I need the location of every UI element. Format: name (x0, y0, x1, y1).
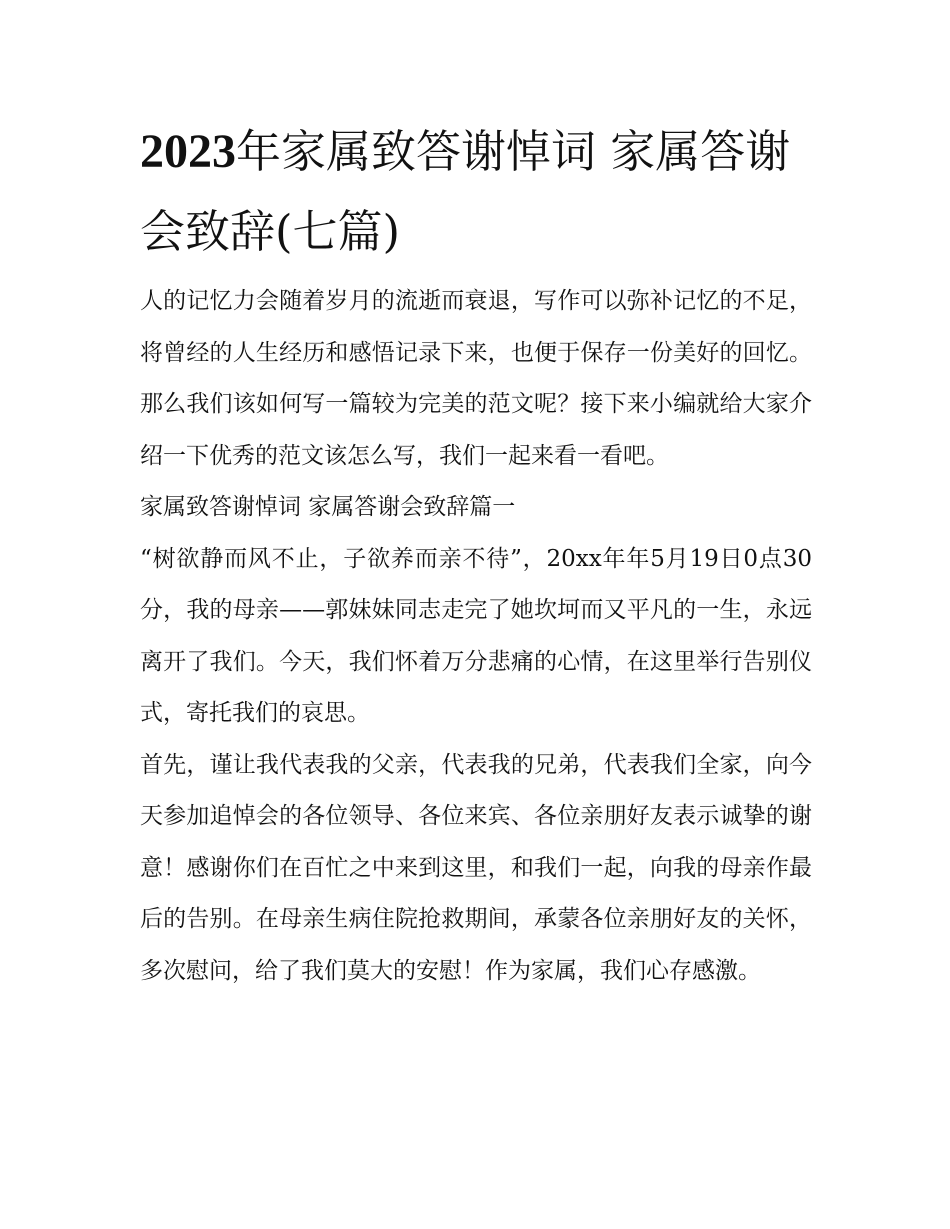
paragraph-opening: “树欲静而风不止，子欲养而亲不待”，20xx年年5月19日0点30分，我的母亲——郭妹妹同志走完了她坎坷而又平凡的一生，永远离开了我们。今天，我们怀着万分悲痛的心情，在这里举行告别仪式，寄托我们的哀思。 (140, 545, 812, 726)
page-title (140, 112, 820, 272)
section-heading: 家属致答谢悼词 家属答谢会致辞篇一 (140, 494, 516, 520)
title-year: 2023 (140, 125, 236, 178)
title-text: 年家属致答谢悼词 家属答谢会致辞(七篇) (140, 125, 791, 258)
paragraph-thanks: 首先，谨让我代表我的父亲，代表我的兄弟，代表我们全家，向今天参加追悼会的各位领导、各位来宾、各位亲朋好友表示诚挚的谢意！感谢你们在百忙之中来到这里，和我们一起，向我的母亲作最后的告别。在母亲生病住院抢救期间，承蒙各位亲朋好友的关怀，多次慰问，给了我们莫大的安慰！作为家属，我们心存感激。 (140, 751, 812, 984)
paragraph-intro: 人的记忆力会随着岁月的流逝而衰退，写作可以弥补记忆的不足，将曾经的人生经历和感悟记录下来，也便于保存一份美好的回忆。那么我们该如何写一篇较为完美的范文呢？接下来小编就给大家介绍一下优秀的范文该怎么写，我们一起来看一看吧。 (140, 288, 812, 469)
document-body (140, 276, 812, 997)
